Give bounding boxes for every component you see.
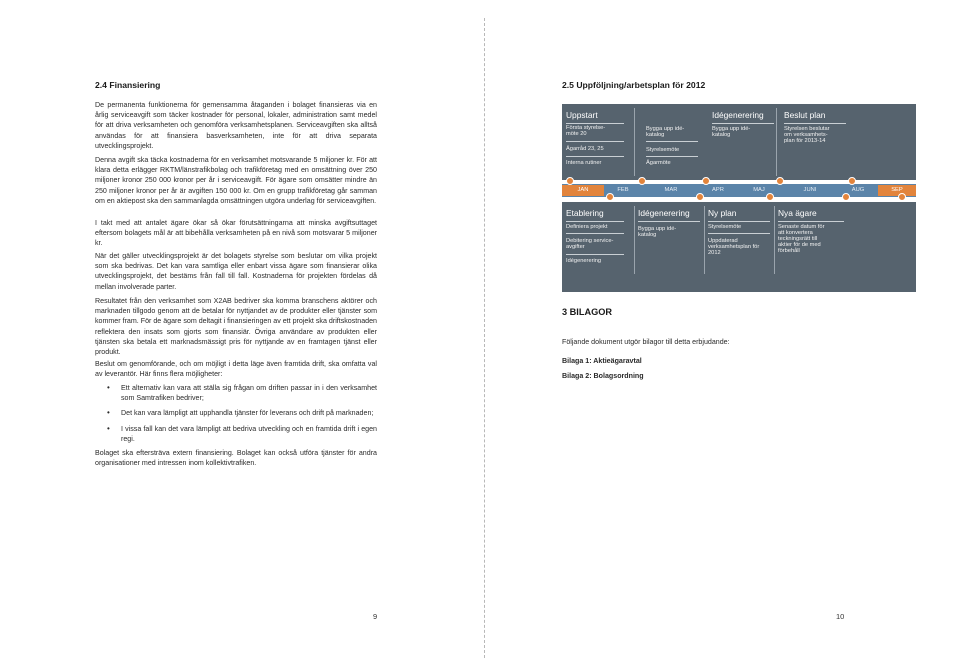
paragraph: Denna avgift ska täcka kostnaderna för en verksamhet motsvarande 5 miljoner kr. För att klara detta erlägger RKTM/länstrafikbolag och trafikföretag med en omsättning över 250 miljoner kronor 250 000 kronor per år i serviceavgift. För ägare som omsätter mindre än 250 miljoner kronor per år är avgiften 150 000 kr. Om en grupp trafikföretag går samman om en aktiepost ska den sammanlagda omsättningen utgöra underlag för serviceavgiften. — [95, 156, 377, 205]
column-item: att konvertera — [778, 230, 813, 236]
workplan-top-band — [562, 104, 916, 180]
attachments-intro: Följande dokument utgör bilagor till detta erbjudande: — [562, 338, 730, 346]
column-title: Ny plan — [708, 208, 737, 218]
month-juni: JUNI — [803, 187, 817, 193]
attachment-item: Bilaga 1: Aktieägaravtal — [562, 357, 642, 365]
bottom-column-idegenerering — [634, 202, 704, 292]
closing-paragraph: Bolaget ska eftersträva extern finansiering. Bolaget kan också utföra tjänster för andra organisationer med intressen inom kollektivtrafiken. — [95, 449, 377, 468]
column-title: Etablering — [566, 208, 604, 218]
month-feb: FEB — [617, 187, 629, 193]
underline — [708, 221, 770, 222]
column-title: Idégenerering — [712, 110, 764, 120]
bottom-column-etablering — [562, 202, 632, 292]
list-item: • Ett alternativ kan vara att ställa sig frågan om driften passar in i den verksamhet som Samtrafiken bedriver; — [95, 383, 377, 403]
top-column-uppstart — [562, 104, 632, 180]
column-item: förbehåll — [778, 248, 800, 254]
workplan-diagram — [562, 104, 916, 292]
underline — [784, 123, 846, 124]
underline — [566, 156, 624, 157]
milestone-dot — [848, 177, 856, 185]
month-mar: MAR — [664, 187, 678, 193]
options-list — [95, 383, 377, 449]
paragraph: De permanenta funktionerna för gemensamma åtaganden i bolaget finansieras via en årlig serviceavgift som täcker kostnader för personal, lokaler, administration samt medel för att driva verksamheten och genomföra verksamhetsplanen. Serviceavgiften ska alltså användas för att finansiera basverksamheten, inte för att driva separata utvecklingsprojekt. — [95, 101, 377, 150]
column-separator — [776, 108, 777, 176]
milestone-dot — [766, 193, 774, 201]
list-item: • I vissa fall kan det vara lämpligt att bedriva utveckling och en framtida drift i egen regi. — [95, 424, 377, 444]
column-title: Nya ägare — [778, 208, 817, 218]
month-jan: JAN — [562, 185, 604, 196]
underline — [778, 221, 844, 222]
milestone-dot — [696, 193, 704, 201]
underline — [566, 254, 624, 255]
column-item: Styrelsen beslutar — [784, 126, 830, 132]
column-item: möte 20 — [566, 131, 587, 137]
section-heading-bilagor: 3 BILAGOR — [562, 307, 613, 317]
underline — [566, 233, 624, 234]
section-heading-financing: 2.4 Finansiering — [95, 80, 161, 90]
column-item: 2012 — [708, 250, 721, 256]
underline — [638, 221, 700, 222]
underline — [646, 156, 698, 157]
bottom-column-ny-plan — [704, 202, 774, 292]
column-item: Bygga upp idé- — [646, 126, 685, 132]
column-item: katalog — [638, 232, 657, 238]
paragraph: När det gäller utvecklingsprojekt är det bolagets styrelse som beslutar om vilka projekt som ska bedrivas. Det kan vara samtliga eller enbart vissa ägare som finansierar olika utvecklingsprojekt, det bestäms från fall till fall. Kostnaderna för projekten fördelas då mellan involverade parter. — [95, 252, 377, 291]
page-number: 9 — [373, 612, 378, 621]
page-number: 10 — [836, 612, 845, 621]
month-apr: APR — [712, 187, 724, 193]
underline — [646, 141, 698, 142]
section-heading-workplan: 2.5 Uppföljning/arbetsplan för 2012 — [562, 80, 706, 90]
column-item: plan för 2013-14 — [784, 138, 826, 144]
workplan-bottom-band — [562, 202, 916, 292]
column-item: Styrelsemöte — [646, 147, 680, 153]
attachment-item: Bilaga 2: Bolagsordning — [562, 372, 644, 380]
underline — [708, 233, 770, 234]
column-title: Beslut plan — [784, 110, 826, 120]
column-item: Ägarråd 23, 25 — [566, 146, 604, 152]
underline — [566, 123, 624, 124]
milestone-dot — [566, 177, 574, 185]
column-item: om verksamhets- — [784, 132, 828, 138]
column-item: Bygga upp idé- — [638, 226, 677, 232]
top-column-2 — [642, 104, 704, 180]
underline — [566, 141, 624, 142]
milestone-dot — [898, 193, 906, 201]
month-sep: SEP — [878, 185, 916, 196]
column-item: Idégenerering — [566, 258, 602, 264]
column-title: Idégenerering — [638, 208, 690, 218]
milestone-dot — [638, 177, 646, 185]
column-item: katalog — [646, 132, 665, 138]
right-page — [486, 0, 960, 666]
underline — [566, 221, 624, 222]
column-item: Uppdaterad — [708, 238, 738, 244]
month-maj: MAJ — [753, 187, 765, 193]
milestone-dot — [842, 193, 850, 201]
column-item: Senaste datum för — [778, 224, 825, 230]
column-item: teckningsrätt till — [778, 236, 818, 242]
column-separator — [634, 108, 635, 176]
list-item: • Det kan vara lämpligt att upphandla tjänster för leverans och drift på marknaden; — [95, 408, 377, 418]
column-title: Uppstart — [566, 110, 598, 120]
paragraph: Beslut om genomförande, och om möjligt i detta läge även framtida drift, ska omfatta val av leverantör. Här finns flera möjligheter: — [95, 360, 377, 379]
milestone-dot — [606, 193, 614, 201]
column-item: Bygga upp idé- — [712, 126, 751, 132]
column-item: Styrelsemöte — [708, 224, 742, 230]
page-fold-divider — [484, 18, 485, 658]
column-item: avgifter — [566, 244, 585, 250]
top-column-idegenerering — [708, 104, 780, 180]
paragraph: Resultatet från den verksamhet som X2AB bedriver ska komma branschens aktörer och marknaden tillgodo genom att de betalar för nyttjandet av de produkter eller tjänster som kommer fram. För de ägare som deltagit i finansieringen av ett projekt ska driftskostnaden reflektera den insats som gjorts som finansiär. Övriga användare av produkten eller tjänsten ska betala ett marknadsmässigt pris för nyttjande av en framtagen tjänst eller produkt. — [95, 297, 377, 357]
column-item: verksamhetsplan för — [708, 244, 760, 250]
underline — [712, 123, 774, 124]
column-item: Definiera projekt — [566, 224, 608, 230]
top-column-beslut-plan — [780, 104, 850, 180]
timeline-bar — [562, 184, 916, 197]
column-item: Interna rutiner — [566, 160, 602, 166]
column-item: Första styrelse- — [566, 125, 606, 131]
bottom-column-nya-agare — [774, 202, 850, 292]
month-aug: AUG — [851, 187, 865, 193]
column-item: aktier för de med — [778, 242, 821, 248]
column-item: Debitering service- — [566, 238, 614, 244]
paragraph: I takt med att antalet ägare ökar så ökar förutsättningarna att minska avgiftsuttaget eftersom bolagets mål är att bibehålla verksamheten på en nivå som motsvarar 5 miljoner kr. — [95, 219, 377, 248]
column-item: Ägarmöte — [646, 160, 671, 166]
column-item: katalog — [712, 132, 731, 138]
milestone-dot — [702, 177, 710, 185]
milestone-dot — [776, 177, 784, 185]
